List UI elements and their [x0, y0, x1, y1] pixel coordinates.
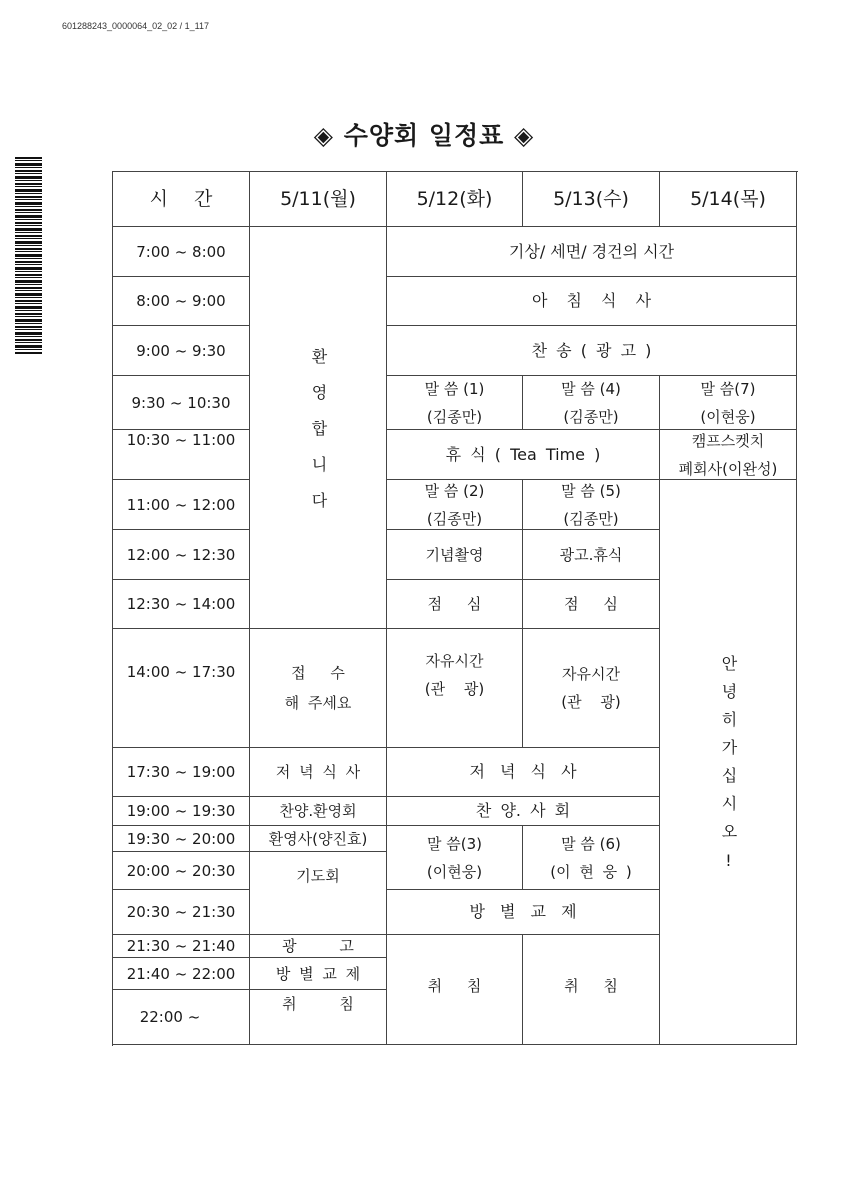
day2-free-time	[387, 629, 523, 748]
schedule-table	[112, 171, 798, 1046]
time-slot: 9:00 ~ 9:30	[113, 326, 250, 376]
sermon-title: 말 씀 (2)	[424, 481, 485, 500]
day1-prayer: 기도회	[250, 852, 387, 935]
day4-word-7	[660, 376, 797, 430]
welcome-text: 환영합니다	[309, 347, 328, 528]
reception-line-2: 해 주세요	[284, 694, 352, 712]
day2-word-1	[387, 376, 523, 430]
time-slot: 9:30 ~ 10:30	[113, 376, 250, 430]
day4-camp-sketch	[660, 430, 797, 480]
day3-announcement-rest: 광고.휴식	[523, 530, 660, 580]
hymn-announcement: 찬 송 ( 광 고 )	[387, 326, 797, 376]
free-time-label: 자유시간	[562, 665, 620, 683]
time-slot: 21:40 ~ 22:00	[113, 958, 250, 990]
praise-hosting: 찬 양. 사 회	[387, 797, 660, 826]
day2-lunch: 점 심	[387, 580, 523, 629]
time-slot: 8:00 ~ 9:00	[113, 277, 250, 326]
day3-sleep: 취 침	[523, 935, 660, 1045]
day2-sleep: 취 침	[387, 935, 523, 1045]
sermon-title: 말 씀 (6)	[561, 834, 621, 853]
time-slot: 14:00 ~ 17:30	[113, 629, 250, 748]
sermon-title: 말 씀(7)	[700, 379, 756, 398]
free-time-label: 자유시간	[425, 652, 484, 670]
day3-free-time	[523, 629, 660, 748]
day3-word-4	[523, 376, 660, 430]
day2-word-3	[387, 826, 523, 890]
time-slot: 19:00 ~ 19:30	[113, 797, 250, 826]
day1-praise-welcome: 찬양.환영회	[250, 797, 387, 826]
speaker: (이현웅)	[426, 862, 483, 881]
header-day-1: 5/11(월)	[250, 172, 387, 227]
breakfast: 아 침 식 사	[387, 277, 797, 326]
time-slot: 21:30 ~ 21:40	[113, 935, 250, 958]
page-title: ◈ 수양회 일정표 ◈	[313, 121, 535, 150]
day2-word-2	[387, 480, 523, 530]
day3-word-6	[523, 826, 660, 890]
header-day-3: 5/13(수)	[523, 172, 660, 227]
time-slot: 17:30 ~ 19:00	[113, 748, 250, 797]
time-slot: 19:30 ~ 20:00	[113, 826, 250, 852]
header-day-2: 5/12(화)	[387, 172, 523, 227]
time-slot: 12:00 ~ 12:30	[113, 530, 250, 580]
day1-reception-cell	[250, 629, 387, 748]
time-slot: 20:00 ~ 20:30	[113, 852, 250, 890]
sightseeing-label: (관 광)	[561, 693, 621, 711]
speaker: (이현웅)	[700, 407, 756, 426]
day3-lunch: 점 심	[523, 580, 660, 629]
header-time: 시 간	[113, 172, 250, 227]
time-slot: 11:00 ~ 12:00	[113, 480, 250, 530]
speaker: (김종만)	[426, 407, 483, 426]
day1-welcome-cell	[250, 227, 387, 629]
time-slot: 12:30 ~ 14:00	[113, 580, 250, 629]
speaker: (김종만)	[563, 509, 619, 528]
time-slot: 7:00 ~ 8:00	[113, 227, 250, 277]
time-slot: 10:30 ~ 11:00	[113, 430, 250, 480]
document-id: 601288243_0000064_02_02 / 1_117	[62, 21, 209, 31]
day1-announcement: 광 고	[250, 935, 387, 958]
day2-group-photo: 기념촬영	[387, 530, 523, 580]
barcode	[15, 157, 42, 354]
speaker: (김종만)	[563, 407, 619, 426]
day1-room-fellowship: 방 별 교 제	[250, 958, 387, 990]
day3-word-5	[523, 480, 660, 530]
header-day-4: 5/14(목)	[660, 172, 797, 227]
speaker: (이 현 웅 )	[550, 862, 632, 881]
dinner: 저 녁 식 사	[387, 748, 660, 797]
farewell-text: 안녕히가십시오!	[719, 654, 738, 882]
wake-devotion: 기상/ 세면/ 경건의 시간	[387, 227, 797, 277]
sermon-title: 말 씀 (4)	[561, 379, 621, 398]
sermon-title: 말 씀(3)	[427, 834, 482, 853]
camp-sketch-label: 캠프스켓치	[691, 431, 765, 450]
day4-farewell-cell	[660, 480, 797, 1045]
time-slot: 20:30 ~ 21:30	[113, 890, 250, 935]
sightseeing-label: (관 광)	[424, 680, 485, 698]
day1-sleep: 취 침	[250, 990, 387, 1045]
speaker: (김종만)	[426, 509, 483, 528]
sermon-title: 말 씀 (5)	[561, 481, 621, 500]
sermon-title: 말 씀 (1)	[424, 379, 485, 398]
time-slot: 22:00 ~	[113, 990, 250, 1045]
tea-time-break: 휴 식 ( Tea Time )	[387, 430, 660, 480]
reception-line-1: 접 수	[291, 664, 345, 682]
closing-address: 폐회사(이완성)	[678, 459, 778, 478]
room-fellowship: 방 별 교 제	[387, 890, 660, 935]
day1-dinner: 저 녁 식 사	[250, 748, 387, 797]
day1-welcome-speech: 환영사(양진효)	[250, 826, 387, 852]
